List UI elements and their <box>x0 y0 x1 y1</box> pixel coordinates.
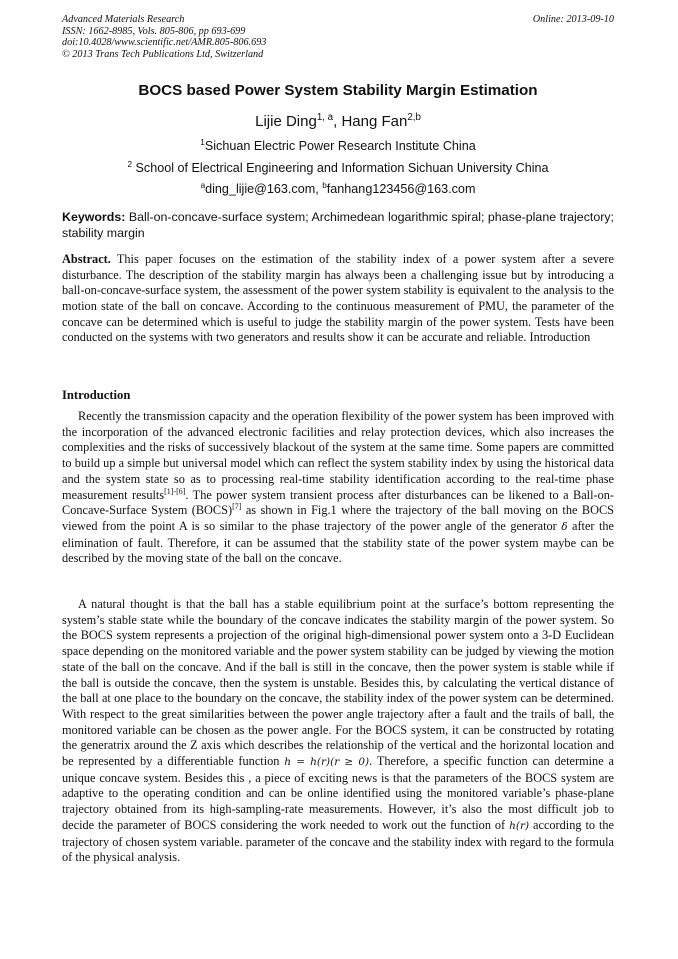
intro-paragraph-1 <box>62 409 614 567</box>
paragraph-text: as shown in Fig.1 where the trajectory of the ball moving on the BOCS viewed from the point A is so similar to the phase trajectory of the power angle of the generator <box>62 503 614 533</box>
paragraph-text: . Therefore, a specific function can determine a unique concave system. Besides this , a piece of exciting news is that the parameters of the BOCS system are adaptive to the operating condition and can be online identified using the monitored variable’s phase-plane trajectory obtained from its high-sampling-rate measurements. However, it’s also the most difficult job to decide the parameter of BOCS considering the work needed to work out the function of <box>62 754 614 832</box>
affiliation-1 <box>62 139 614 153</box>
delta-symbol: δ <box>561 520 568 533</box>
keywords-label: Keywords: <box>62 210 126 224</box>
citation: [7] <box>232 502 242 512</box>
section-heading: Introduction <box>62 388 131 402</box>
email-sup: a <box>200 180 206 190</box>
abstract-label: Abstract. <box>62 252 111 266</box>
paragraph-text: after the elimination of fault. Therefore, it can be assumed that the stability state of the power system maybe can be described by the moving state of the ball on the concave. <box>62 518 614 566</box>
keywords-text: Ball-on-concave-surface system; Archimedean logarithmic spiral; phase-plane trajectory; stability margin <box>62 210 614 240</box>
author-sup: 2,b <box>407 112 421 123</box>
email-sup: b <box>322 180 327 190</box>
paper-title: BOCS based Power System Stability Margin Estimation <box>138 82 538 99</box>
equation-inline: h = h(r)(r ≥ 0) <box>284 756 370 769</box>
paragraph-text: according to the trajectory of chosen system variable. parameter of the concave and the stability index with regard to the formula of the physical analysis. <box>62 817 614 865</box>
affiliation-text: School of Electrical Engineering and Information Sichuan University China <box>132 161 549 175</box>
email-b: fanhang123456@163.com <box>326 182 476 196</box>
email-line <box>62 182 614 196</box>
affiliation-2 <box>62 161 614 175</box>
journal-name: Advanced Materials Research <box>62 14 185 25</box>
abstract-text: This paper focuses on the estimation of the stability index of a power system after a severe disturbance. The description of the stability margin has always been a challenging issue but by introducing a ball-on-concave-surface system, the assessment of the power system stability is equivalent to the analysis to the motion state of the ball on concave. According to the continuous measurement of PMU, the parameter of the concave can be determined which is useful to judge the stability margin of the power system. Tests have been conducted on the systems with two generators and results show it can be accurate and reliable. Introduction <box>62 252 614 345</box>
doi-line: doi:10.4028/www.scientific.net/AMR.805-806.693 <box>62 37 267 49</box>
affiliation-sup: 2 <box>127 159 133 169</box>
email-a: ding_lijie@163.com, <box>205 182 323 196</box>
author-separator: , <box>333 113 342 130</box>
paragraph-text: Recently the transmission capacity and the operation flexibility of the power system has been improved with the incorporation of the advanced electronic facilities and relay protection devices, which also increases the complexities and the risks of successively blackout of the system at the same time. Some papers are committed to build up a simple but universal model which can reflect the system stability index by using the historical data and the system state so as to processing real-time stability identification according to the real-time phase measurement results <box>62 409 614 502</box>
journal-header <box>62 14 614 60</box>
equation-inline: h(r) <box>509 819 530 832</box>
author-sup: 1, a <box>316 112 334 123</box>
author-line <box>62 113 614 130</box>
online-date: Online: 2013-09-10 <box>532 14 614 25</box>
author-name: Hang Fan <box>341 113 408 130</box>
citation: [1]-[6] <box>164 486 186 496</box>
abstract <box>62 252 614 346</box>
affiliation-text: Sichuan Electric Power Research Institute China <box>204 139 476 153</box>
issn-line: ISSN: 1662-8985, Vols. 805-806, pp 693-699 <box>62 25 246 37</box>
paragraph-text: A natural thought is that the ball has a stable equilibrium point at the surface’s bottom representing the system’s stable state while the boundary of the concave indicates the stability margin of the power system. So the BOCS system represents a projection of the original high-dimensional power system onto a 3-D Euclidean space depending on the monitored variable and the power system stability can be judged by viewing the motion state of the ball on the concave. And if the ball is still in the concave, then the power system is stable while if the ball is outside the concave, then the system is unstable. Besides this, by calculating the vertical distance of the ball at one place to the boundary on the concave, the stability index of the power system can be determined. With respect to the great similarities between the power angle trajectory after a fault and the trails of ball, the monitored variable can be chosen as the power angle. For the BOCS system, it can be constructed by rotating the generatrix around the Z axis which describes the relationship of the vertical and the horizontal location and be represented by a differentiable function <box>62 597 614 769</box>
intro-paragraph-2 <box>62 597 614 866</box>
copyright-line: © 2013 Trans Tech Publications Ltd, Switzerland <box>62 48 264 60</box>
paragraph-text: . The power system transient process after disturbances can be likened to a Ball-on-Concave-Surface System (BOCS) <box>62 487 614 518</box>
affiliation-sup: 1 <box>200 137 205 147</box>
keywords <box>62 209 614 241</box>
author-name: Lijie Ding <box>255 113 317 130</box>
